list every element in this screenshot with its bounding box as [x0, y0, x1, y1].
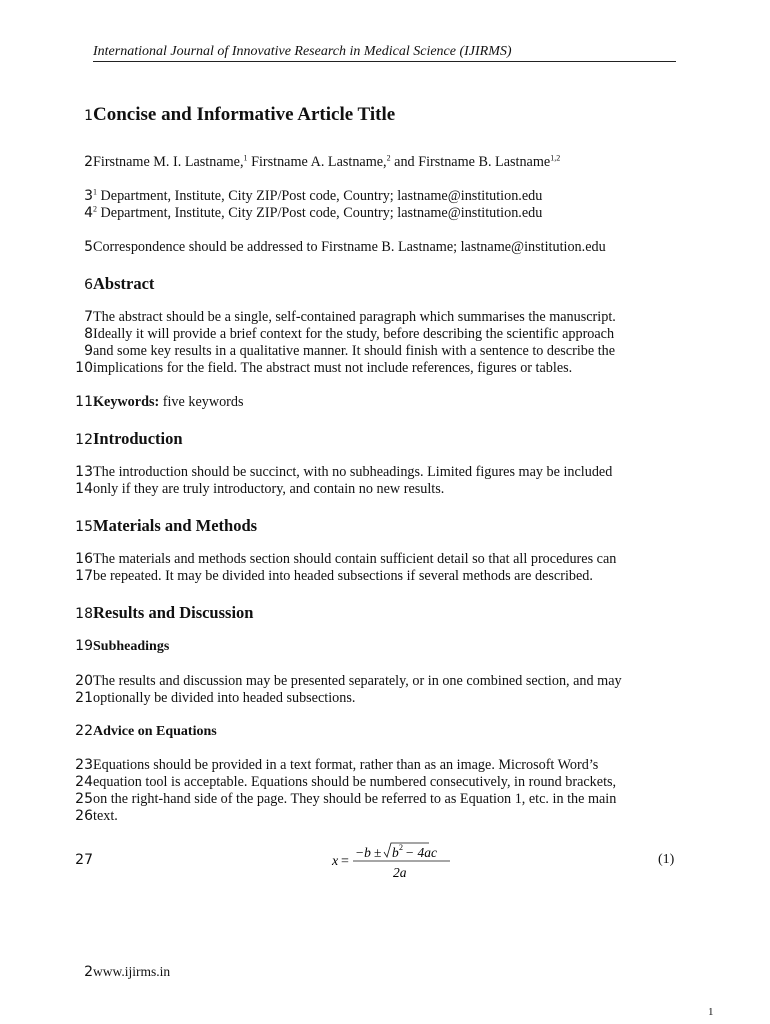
affiliation-marker: 1: [93, 187, 97, 197]
line-number: 6: [84, 277, 93, 293]
author-2: Firstname A. Lastname,: [247, 154, 387, 170]
line-number: 10: [75, 360, 93, 376]
line-number: 18: [75, 606, 93, 622]
equation-number: (1): [658, 852, 675, 867]
line-number: 21: [75, 690, 93, 706]
authors-line: [70, 154, 690, 171]
methods-text: The materials and methods section should contain sufficient detail so that all procedures can: [93, 551, 617, 567]
abstract-heading-line: [70, 274, 690, 294]
line-number: 16: [75, 551, 93, 567]
affiliation-marker: 2: [93, 204, 97, 214]
line-number: 15: [75, 519, 93, 535]
equation-minus-b: −b: [355, 845, 371, 860]
subheadings-heading: Subheadings: [93, 639, 170, 654]
equations-heading: Advice on Equations: [93, 724, 217, 739]
line-number: 5: [84, 239, 93, 255]
results-heading: Results and Discussion: [93, 603, 254, 622]
footer-url[interactable]: www.ijirms.in: [93, 964, 171, 979]
affiliation-text: Department, Institute, City ZIP/Post code, Country; lastname@institution.edu: [97, 188, 543, 204]
equations-line: [70, 791, 690, 808]
line-number: 24: [75, 774, 93, 790]
keywords-text: five keywords: [159, 394, 244, 410]
equation-lhs: x: [332, 854, 339, 869]
abstract-line: [70, 343, 690, 360]
author-1-affil: 1: [243, 153, 248, 163]
abstract-heading: Abstract: [93, 274, 155, 293]
journal-header: International Journal of Innovative Research in Medical Science (IJIRMS): [93, 43, 676, 62]
equation-denominator: 2a: [393, 865, 407, 880]
equations-text: text.: [93, 808, 118, 824]
results-line: [70, 690, 690, 707]
line-number: 23: [75, 757, 93, 773]
methods-line: [70, 568, 690, 585]
footer-line: [70, 964, 690, 980]
line-number: 12: [75, 432, 93, 448]
affiliation-line-2: [70, 205, 690, 222]
abstract-text: Ideally it will provide a brief context for the study, before describing the scientific approach: [93, 326, 615, 342]
subheadings-heading-line: [70, 638, 690, 655]
line-number: 25: [75, 791, 93, 807]
page-number: 1: [708, 1006, 714, 1018]
results-line: [70, 673, 690, 690]
introduction-heading-line: [70, 429, 690, 449]
line-number: 26: [75, 808, 93, 824]
line-number: 7: [84, 309, 93, 325]
line-number: 14: [75, 481, 93, 497]
footer-number: 2: [84, 964, 93, 980]
quadratic-equation: [331, 840, 471, 882]
equation-minus-4ac: − 4ac: [405, 845, 437, 860]
equations-line: [70, 808, 690, 825]
abstract-line: [70, 309, 690, 326]
introduction-line: [70, 481, 690, 498]
correspondence-text: Correspondence should be addressed to Firstname B. Lastname; lastname@institution.edu: [93, 239, 606, 255]
abstract-line: [70, 326, 690, 343]
methods-line: [70, 551, 690, 568]
methods-heading: Materials and Methods: [93, 516, 258, 535]
equation-b: b: [392, 845, 399, 860]
line-number: 8: [84, 326, 93, 342]
equations-text: on the right-hand side of the page. They should be referred to as Equation 1, etc. in the main: [93, 791, 617, 807]
line-number: 1: [84, 108, 93, 124]
line-number: 13: [75, 464, 93, 480]
equation-plus-minus: ±: [374, 845, 382, 860]
introduction-line: [70, 464, 690, 481]
introduction-text: only if they are truly introductory, and contain no new results.: [93, 481, 445, 497]
abstract-text: and some key results in a qualitative manner. It should finish with a sentence to describe the: [93, 343, 616, 359]
methods-heading-line: [70, 516, 690, 536]
author-3-affil: 1,2: [550, 153, 561, 163]
introduction-heading: Introduction: [93, 429, 183, 448]
line-number: 20: [75, 673, 93, 689]
equations-heading-line: [70, 723, 690, 740]
abstract-line: [70, 360, 690, 377]
equation-equals: =: [341, 854, 349, 869]
line-number: 2: [84, 154, 93, 170]
line-number: 17: [75, 568, 93, 584]
results-heading-line: [70, 603, 690, 623]
line-number: 27: [75, 852, 93, 868]
line-number: 4: [84, 205, 93, 221]
correspondence-line: [70, 239, 690, 256]
line-number: 22: [75, 723, 93, 739]
author-3: and Firstname B. Lastname: [390, 154, 551, 170]
abstract-text: implications for the field. The abstract must not include references, figures or tables.: [93, 360, 573, 376]
article-title: Concise and Informative Article Title: [93, 104, 396, 125]
methods-text: be repeated. It may be divided into headed subsections if several methods are described.: [93, 568, 593, 584]
title-line: [70, 104, 690, 126]
introduction-text: The introduction should be succinct, with no subheadings. Limited figures may be included: [93, 464, 613, 480]
abstract-text: The abstract should be a single, self-contained paragraph which summarises the manuscript.: [93, 309, 616, 325]
equations-text: Equations should be provided in a text format, rather than as an image. Microsoft Word’s: [93, 757, 599, 773]
affiliation-text: Department, Institute, City ZIP/Post code, Country; lastname@institution.edu: [97, 205, 543, 221]
line-number: 3: [84, 188, 93, 204]
affiliation-line-1: [70, 188, 690, 205]
equations-text: equation tool is acceptable. Equations should be numbered consecutively, in round brackets,: [93, 774, 617, 790]
equations-line: [70, 757, 690, 774]
authors: [93, 154, 560, 171]
line-number: 19: [75, 638, 93, 654]
equation-exponent: 2: [399, 843, 403, 852]
results-text: optionally be divided into headed subsections.: [93, 690, 356, 706]
author-2-affil: 2: [386, 153, 391, 163]
line-number: 9: [84, 343, 93, 359]
author-1: Firstname M. I. Lastname,: [93, 154, 244, 170]
keywords-line: [70, 394, 690, 411]
equations-line: [70, 774, 690, 791]
results-text: The results and discussion may be presented separately, or in one combined section, and may: [93, 673, 622, 689]
keywords-label: Keywords:: [93, 394, 160, 410]
line-number: 11: [75, 394, 93, 410]
